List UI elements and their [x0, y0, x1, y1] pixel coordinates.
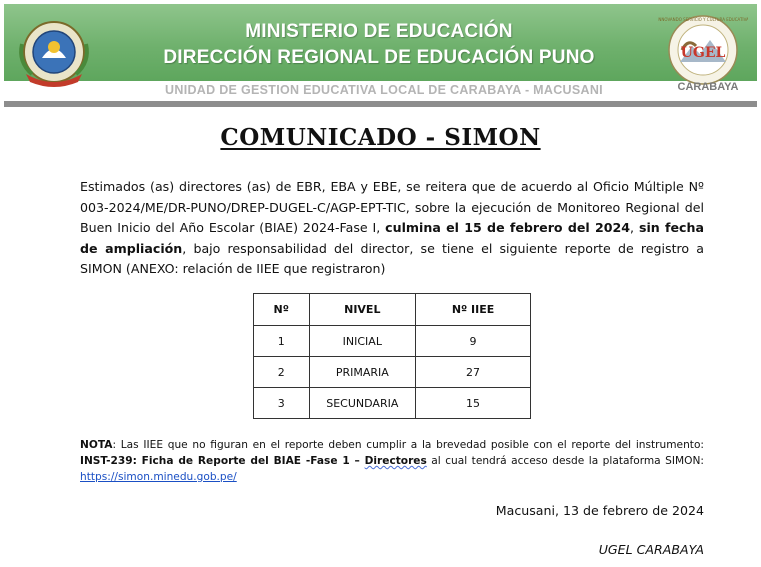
regional-emblem-icon	[14, 14, 94, 94]
table-row	[254, 388, 531, 419]
document-title: COMUNICADO - SIMON	[220, 124, 541, 151]
body-text-part-3: , bajo responsabilidad del director, se tiene el siguiente reporte de registro a SIMON (ANEXO: relación de IIEE que registraron)	[80, 240, 705, 276]
ugel-logo-caption: CARABAYA	[677, 81, 739, 93]
note-text-2: al cual tendrá acceso desde la plataforma SIMON:	[426, 455, 704, 467]
row-iiee-count: 15	[416, 388, 531, 419]
row-level: SECUNDARIA	[309, 388, 416, 419]
table-row	[254, 326, 531, 357]
row-number: 3	[254, 388, 310, 419]
body-text-part-2: ,	[630, 220, 639, 235]
header-level: NIVEL	[309, 294, 416, 326]
ugel-logo	[658, 12, 748, 87]
letterhead	[4, 4, 757, 104]
note-text-1: : Las IIEE que no figuran en el reporte deben cumplir a la brevedad posible con el reporte del instrumento:	[112, 439, 704, 451]
document-signature: UGEL CARABAYA	[598, 542, 704, 557]
ugel-logo-ring-text	[658, 17, 748, 22]
ugel-logo-icon	[658, 12, 748, 87]
svg-text:UGEL: UGEL	[680, 45, 726, 61]
row-number: 2	[254, 357, 310, 388]
document-date: Macusani, 13 de febrero de 2024	[495, 503, 704, 518]
header-iiee-count: Nº IIEE	[416, 294, 531, 326]
body-bold-no-extension: sin fecha de ampliación	[80, 220, 704, 256]
note-paragraph	[80, 437, 704, 485]
ministry-line-2: DIRECCIÓN REGIONAL DE EDUCACIÓN PUNO	[163, 47, 595, 68]
row-number: 1	[254, 326, 310, 357]
ugel-unit-line: UNIDAD DE GESTION EDUCATIVA LOCAL DE CARABAYA - MACUSANI	[165, 83, 603, 97]
row-iiee-count: 9	[416, 326, 531, 357]
row-level: INICIAL	[309, 326, 416, 357]
note-label: NOTA	[80, 439, 113, 451]
report-table	[253, 293, 531, 419]
table-row	[254, 357, 531, 388]
row-iiee-count: 27	[416, 357, 531, 388]
letterhead-divider	[4, 101, 757, 107]
svg-text:INNOVANDO SERVICIO Y CULTURA E: INNOVANDO SERVICIO Y CULTURA EDUCATIVA	[658, 17, 748, 22]
note-instrument-ref: INST-239: Ficha de Reporte del BIAE -Fase 1 –	[80, 455, 365, 467]
body-paragraph	[80, 177, 704, 280]
note-instrument-ref-2: Directores	[364, 455, 427, 467]
ministry-heading	[144, 19, 614, 71]
table-header-row	[254, 294, 531, 326]
ugel-logo-text	[681, 45, 726, 61]
row-level: PRIMARIA	[309, 357, 416, 388]
ministry-line-1: MINISTERIO DE EDUCACIÓN	[245, 21, 513, 42]
simon-link[interactable]: https://simon.minedu.gob.pe/	[80, 471, 237, 483]
body-text-part-1: Estimados (as) directores (as) de EBR, EBA y EBE, se reitera que de acuerdo al Oficio Múltiple Nº 003-2024/ME/DR-PUNO/DREP-DUGEL-C/AGP-EPT-TIC, sobre la ejecución de Monitoreo Regional del Buen Inicio del Año Escolar (BIAE) 2024-Fase I,	[80, 179, 704, 235]
body-bold-deadline: culmina el 15 de febrero del 2024	[385, 220, 631, 235]
header-number: Nº	[254, 294, 310, 326]
